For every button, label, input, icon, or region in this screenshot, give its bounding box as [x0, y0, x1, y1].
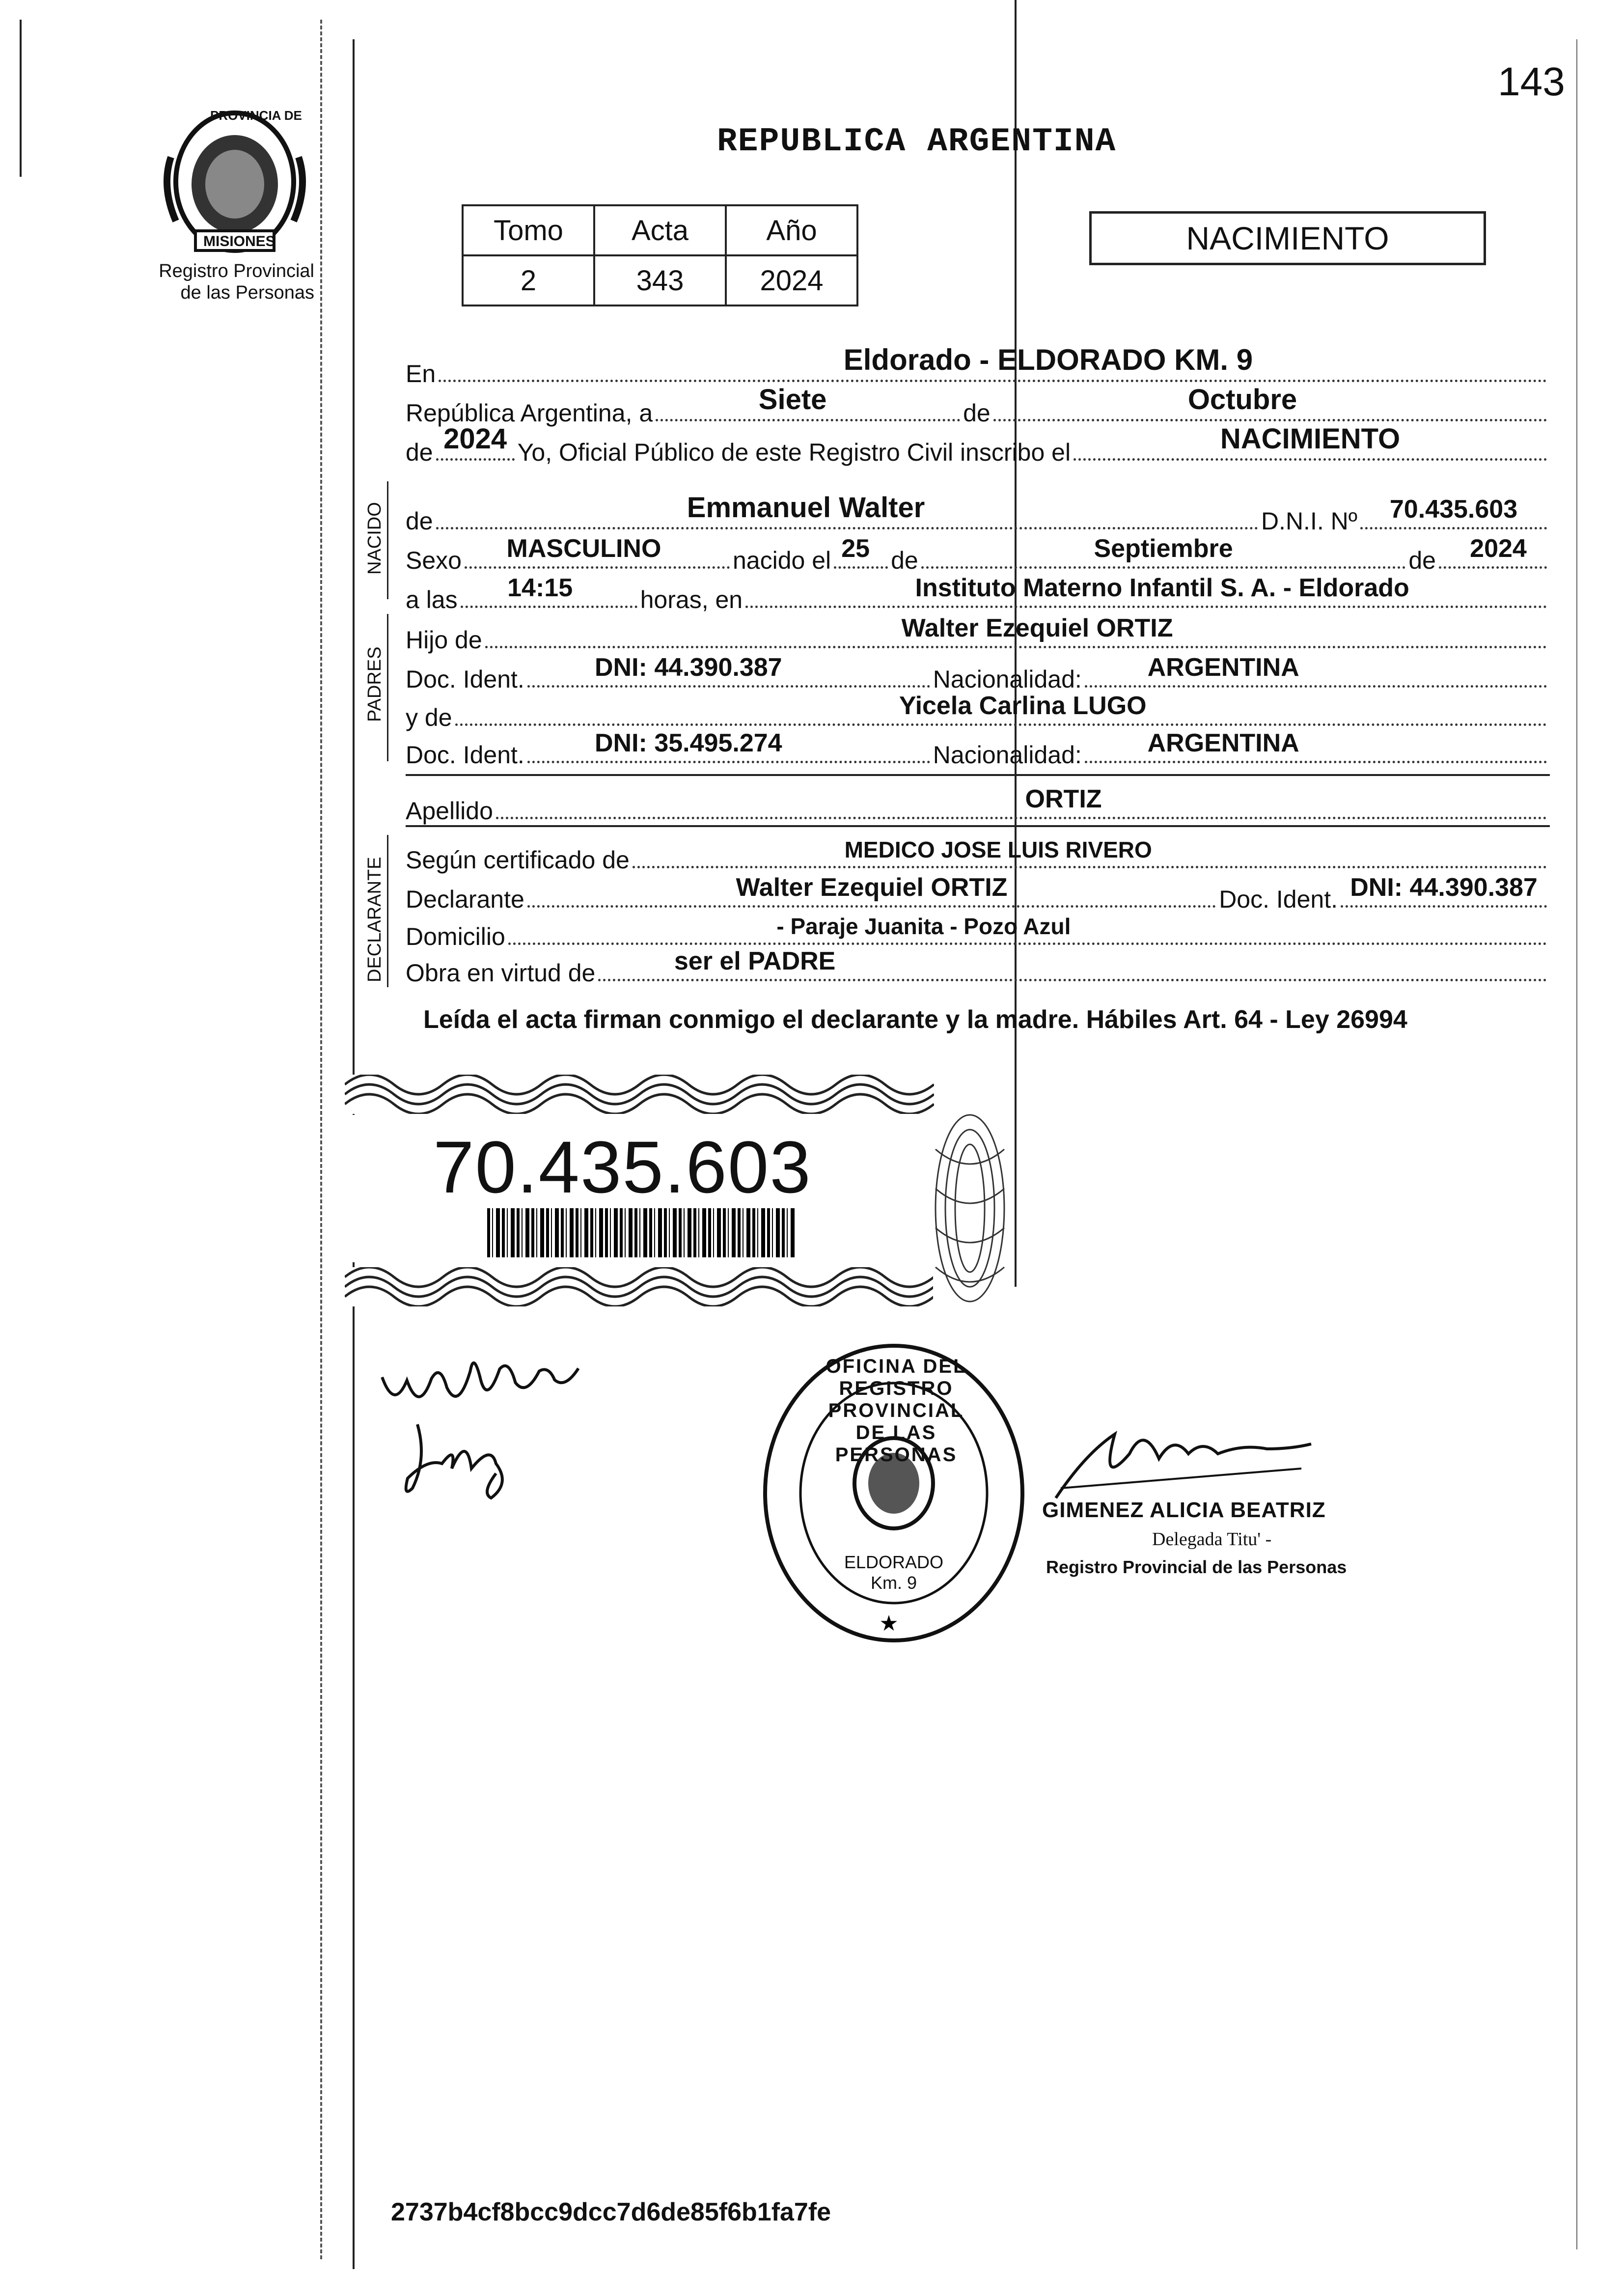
row-mother-doc — [406, 730, 1550, 769]
act-value: NACIMIENTO — [1220, 423, 1401, 455]
birth-year-dots — [1439, 534, 1547, 569]
year-dots — [436, 423, 515, 461]
security-band-top — [345, 1075, 934, 1114]
tomo-acta-table — [462, 204, 858, 306]
nacido-bracket — [387, 481, 388, 599]
official-name: GIMENEZ ALICIA BEATRIZ — [1042, 1498, 1326, 1522]
mother-doc-label: Doc. Ident. — [406, 741, 524, 769]
registry-line-1: Registro Provincial — [159, 261, 314, 281]
official-signature — [1046, 1414, 1321, 1510]
month-dots — [993, 384, 1547, 421]
official-registry: Registro Provincial de las Personas — [1046, 1557, 1347, 1577]
birth-month-dots — [921, 534, 1406, 569]
signature-julg — [398, 1414, 525, 1505]
barcode-sticker — [345, 1115, 934, 1262]
act-dots — [1073, 423, 1547, 461]
hologram-pattern — [933, 1110, 1007, 1306]
father-name: Walter Ezequiel ORTIZ — [901, 614, 1173, 642]
apellido-dots — [496, 785, 1547, 819]
registry-name — [118, 260, 314, 304]
table-value-ano: 2024 — [726, 255, 857, 305]
father-doc: DNI: 44.390.387 — [595, 653, 782, 682]
father-doc-label: Doc. Ident. — [406, 666, 524, 693]
hijo-label: Hijo de — [406, 626, 482, 654]
nacido-section-label: NACIDO — [364, 502, 385, 575]
country-title: REPUBLICA ARGENTINA — [717, 123, 1117, 161]
row-obra — [406, 948, 1550, 987]
table-value-tomo: 2 — [463, 255, 594, 305]
declarante-doc: DNI: 44.390.387 — [1350, 873, 1538, 902]
row-official — [406, 423, 1550, 467]
row-nacido-name — [406, 492, 1550, 535]
sexo-dots — [465, 534, 730, 569]
father-doc-dots — [527, 653, 930, 688]
mother-nationality: ARGENTINA — [1147, 729, 1299, 757]
child-name: Emmanuel Walter — [687, 492, 925, 524]
dni-label: D.N.I. Nº — [1261, 507, 1357, 535]
dni-dots — [1360, 495, 1547, 529]
declarante-dots — [527, 873, 1216, 908]
barcode-graphic — [487, 1208, 797, 1257]
row-nacido-sexo — [406, 535, 1550, 575]
declarante-value: Walter Ezequiel ORTIZ — [736, 873, 1008, 902]
official-title: Delegada Titu' - — [1152, 1529, 1272, 1550]
right-edge-line — [1576, 39, 1577, 2249]
page-number: 143 — [1498, 59, 1565, 104]
row-y-de — [406, 693, 1550, 732]
cert-dots — [633, 837, 1547, 868]
birth-place-dots — [745, 574, 1547, 608]
nacido-el-label: nacido el — [732, 547, 831, 574]
sexo-value: MASCULINO — [506, 534, 661, 563]
birth-month: Septiembre — [1094, 534, 1233, 563]
father-nat-label: Nacionalidad: — [933, 666, 1082, 693]
republica-label: República Argentina, a — [406, 399, 653, 427]
declarante-doc-dots — [1341, 873, 1547, 908]
row-declarante — [406, 874, 1550, 914]
table-value-acta: 343 — [594, 255, 726, 305]
table-header-ano: Año — [726, 205, 857, 255]
row-nacido-hora — [406, 575, 1550, 614]
stamp-inner-text: ELDORADO Km. 9 — [844, 1552, 944, 1593]
mother-name: Yicela Carlina LUGO — [899, 692, 1147, 720]
y-de-label: y de — [406, 704, 452, 731]
obra-dots — [598, 947, 1547, 981]
official-text: Yo, Oficial Público de este Registro Civil inscribo el — [517, 439, 1071, 466]
record-type-box: NACIMIENTO — [1089, 211, 1486, 265]
mother-dots — [455, 692, 1547, 726]
row-father-doc — [406, 654, 1550, 693]
day-value: Siete — [758, 384, 827, 416]
seal-arc-text: PROVINCIA DE — [210, 108, 302, 123]
row-certificado — [406, 835, 1550, 874]
father-nat-dots — [1085, 653, 1547, 688]
seal-bottom-text: MISIONES — [203, 233, 275, 250]
obra-label: Obra en virtud de — [406, 959, 596, 987]
registry-line-2: de las Personas — [180, 282, 314, 303]
birth-time: 14:15 — [507, 574, 573, 602]
document-hash: 2737b4cf8bcc9dcc7d6de85f6b1fa7fe — [391, 2198, 831, 2226]
barcode-number: 70.435.603 — [433, 1126, 812, 1208]
cert-label: Según certificado de — [406, 846, 630, 874]
mother-doc-dots — [527, 729, 930, 763]
birth-day-dots — [834, 534, 888, 569]
declarante-bracket — [387, 835, 388, 987]
row-republica — [406, 384, 1550, 427]
row-en — [406, 343, 1550, 388]
apellido-value: ORTIZ — [1025, 785, 1102, 813]
child-dni: 70.435.603 — [1389, 495, 1518, 524]
mother-nat-dots — [1085, 729, 1547, 763]
birth-year: 2024 — [1470, 534, 1527, 563]
time-dots — [461, 574, 637, 608]
nacido-de3-label: de — [1408, 547, 1436, 574]
table-header-acta: Acta — [594, 205, 726, 255]
month-value: Octubre — [1187, 384, 1297, 416]
margin-dashed-line — [320, 20, 322, 2259]
padres-bracket — [387, 614, 388, 761]
day-dots — [656, 384, 960, 421]
row-hijo-de — [406, 615, 1550, 654]
declarante-section-label: DECLARANTE — [364, 857, 385, 982]
en-label: En — [406, 360, 436, 388]
edge-mark — [20, 20, 22, 177]
cert-value: MEDICO JOSE LUIS RIVERO — [844, 837, 1152, 862]
row-domicilio — [406, 912, 1550, 951]
padres-section-label: PADRES — [364, 646, 385, 722]
table-header-tomo: Tomo — [463, 205, 594, 255]
svg-text:★: ★ — [879, 1611, 899, 1636]
registry-stamp — [756, 1336, 1031, 1650]
row-apellido — [406, 786, 1550, 825]
a-las-label: a las — [406, 586, 458, 613]
stamp-text: OFICINA DEL REGISTRO PROVINCIAL DE LAS PERSONAS — [826, 1356, 967, 1466]
year-value: 2024 — [443, 423, 507, 455]
de-label: de — [963, 399, 991, 427]
closing-text: Leída el acta firman conmigo el declarante y la madre. Hábiles Art. 64 - Ley 26994 — [423, 1005, 1407, 1034]
padres-divider — [406, 774, 1550, 776]
en-dots — [439, 343, 1547, 382]
name-dots — [436, 492, 1258, 529]
sexo-label: Sexo — [406, 547, 462, 574]
declarante-label: Declarante — [406, 886, 524, 913]
birth-day: 25 — [841, 534, 870, 563]
nacido-de-label: de — [406, 507, 433, 535]
mother-nat-label: Nacionalidad: — [933, 741, 1082, 769]
apellido-divider — [406, 825, 1550, 827]
apellido-label: Apellido — [406, 797, 493, 825]
domicilio-dots — [508, 914, 1547, 945]
security-band-bottom — [345, 1267, 934, 1306]
father-dots — [485, 614, 1547, 648]
de2-label: de — [406, 439, 433, 466]
birth-place: Instituto Materno Infantil S. A. - Eldorado — [915, 574, 1409, 602]
declarante-doc-label: Doc. Ident. — [1219, 886, 1338, 913]
domicilio-value: - Paraje Juanita - Pozo Azul — [776, 914, 1071, 939]
place-value: Eldorado - ELDORADO KM. 9 — [843, 343, 1253, 376]
obra-value: ser el PADRE — [674, 947, 836, 975]
horas-label: horas, en — [640, 586, 743, 613]
father-nationality: ARGENTINA — [1147, 653, 1299, 682]
nacido-de2-label: de — [891, 547, 918, 574]
domicilio-label: Domicilio — [406, 923, 505, 950]
mother-doc: DNI: 35.495.274 — [595, 729, 782, 757]
province-seal — [156, 98, 313, 255]
